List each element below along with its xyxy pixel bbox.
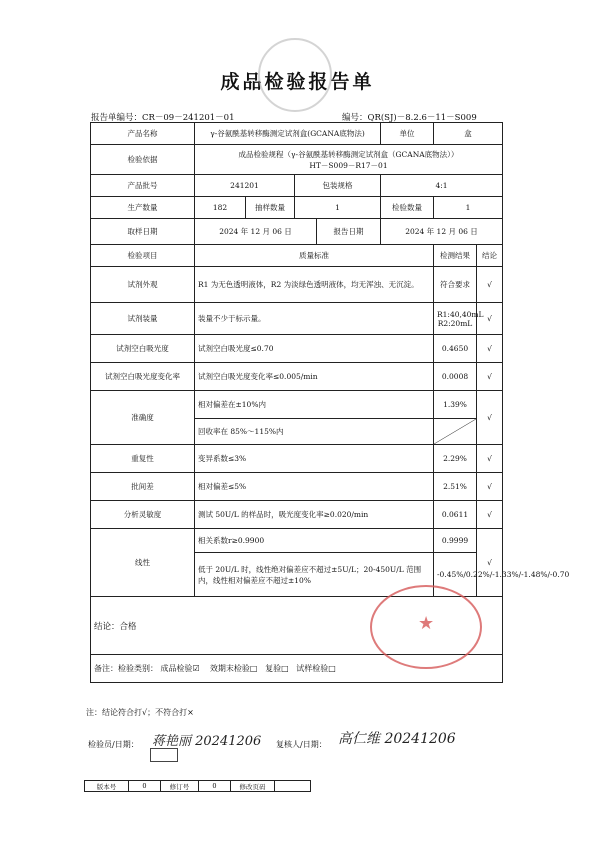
col-conclusion: 结论 — [477, 245, 503, 267]
result-sensitivity: 0.0611 — [434, 501, 477, 529]
basis-line-1: 成品检验规程（γ-谷氨酰基转移酶测定试剂盒（GCANA底物法）） — [238, 149, 459, 159]
inspector-signature: 蒋艳丽 20241206 — [152, 734, 262, 749]
unit-value: 盒 — [434, 123, 503, 145]
qc-stamp-gray — [258, 38, 332, 112]
remark-opt-finished: 成品检验☑ — [160, 664, 200, 673]
product-name-label: 产品名称 — [91, 123, 195, 145]
standard-batch-diff: 相对偏差≤5% — [195, 473, 434, 501]
item-appearance: 试剂外观 — [91, 267, 195, 303]
check-blank-abs: √ — [477, 335, 503, 363]
result-accuracy-2-blank — [434, 419, 477, 445]
revision-table — [84, 780, 311, 792]
rev-value: 0 — [199, 781, 231, 792]
standard-blank-rate: 试剂空白吸光度变化率≤0.005/min — [195, 363, 434, 391]
check-repeat: √ — [477, 445, 503, 473]
standard-repeat: 变异系数≤3% — [195, 445, 434, 473]
remark-opt-sample: 试样检验□ — [296, 664, 336, 673]
result-repeat: 2.29% — [434, 445, 477, 473]
check-appearance: √ — [477, 267, 503, 303]
report-date-label: 报告日期 — [317, 219, 381, 245]
check-batch-diff: √ — [477, 473, 503, 501]
result-batch-diff: 2.51% — [434, 473, 477, 501]
check-blank-rate: √ — [477, 363, 503, 391]
document-title: 成品检验报告单 — [220, 71, 375, 93]
test-qty-label: 检验数量 — [381, 197, 434, 219]
diagonal-slash — [434, 419, 476, 444]
reviewer-label: 复核人/日期： — [276, 740, 327, 749]
check-accuracy: √ — [477, 391, 503, 445]
standard-accuracy-1: 相对偏差在±10%内 — [195, 391, 434, 419]
prod-qty-label: 生产数量 — [91, 197, 195, 219]
standard-linearity-2: 低于 20U/L 时，线性绝对偏差应不超过±5U/L；20-450U/L 范围内，线性相对偏差应不超过±10% — [195, 553, 434, 597]
col-standard: 质量标准 — [195, 245, 434, 267]
result-linearity-2: -0.45%/0.22%/-1.33%/-1.48%/-0.70 — [434, 553, 477, 597]
report-number: 报告单编号：CR－09－241201－01 — [91, 113, 235, 123]
item-sensitivity: 分析灵敏度 — [91, 501, 195, 529]
sample-qty-label: 抽样数量 — [246, 197, 295, 219]
inspector-seal — [150, 748, 178, 762]
result-linearity-1: 0.9999 — [434, 529, 477, 553]
content-value — [275, 781, 311, 792]
result-blank-abs: 0.4650 — [434, 335, 477, 363]
test-qty-value: 1 — [434, 197, 503, 219]
remark-opt-retest: 复验□ — [265, 664, 289, 673]
batch-value: 241201 — [195, 175, 295, 197]
basis-line-2: HT－S009－R17－01 — [309, 160, 388, 170]
spec-label: 包装规格 — [295, 175, 381, 197]
rev-label: 修订号 — [161, 781, 199, 792]
inspector-label: 检验员/日期： — [88, 740, 139, 749]
standard-sensitivity: 测试 50U/L 的样品时，吸光度变化率≥0.020/min — [195, 501, 434, 529]
col-item: 检验项目 — [91, 245, 195, 267]
star-icon: ★ — [418, 613, 435, 634]
standard-linearity-1: 相关系数r≥0.9900 — [195, 529, 434, 553]
result-volume-r1: R1:40,40mL — [437, 309, 484, 319]
item-repeat: 重复性 — [91, 445, 195, 473]
standard-volume: 装量不少于标示量。 — [195, 303, 434, 335]
footnote: 注：结论符合打√；不符合打× — [86, 708, 194, 717]
result-volume-r2: R2:20mL — [437, 318, 473, 328]
reviewer-signature: 高仁维 20241206 — [338, 731, 456, 747]
product-name: γ-谷氨酰基转移酶测定试剂盒(GCANA底物法) — [195, 123, 381, 145]
result-accuracy-1: 1.39% — [434, 391, 477, 419]
basis-value — [195, 145, 503, 175]
basis-label: 检验依据 — [91, 145, 195, 175]
qc-seal-stamp — [370, 585, 482, 669]
sample-date-value: 2024 年 12 月 06 日 — [195, 219, 317, 245]
content-label: 修改页码 — [231, 781, 275, 792]
standard-appearance: R1 为无色透明液体，R2 为淡绿色透明液体，均无浑浊、无沉淀。 — [195, 267, 434, 303]
item-blank-abs: 试剂空白吸光度 — [91, 335, 195, 363]
version-label: 版本号 — [85, 781, 129, 792]
report-date-value: 2024 年 12 月 06 日 — [381, 219, 503, 245]
check-volume: √ — [477, 303, 503, 335]
col-result: 检测结果 — [434, 245, 477, 267]
batch-label: 产品批号 — [91, 175, 195, 197]
result-appearance: 符合要求 — [434, 267, 477, 303]
document-number: 编号：QR(SJ)－8.2.6－11－S009 — [342, 113, 477, 123]
item-volume: 试剂装量 — [91, 303, 195, 335]
result-blank-rate: 0.0008 — [434, 363, 477, 391]
item-blank-rate: 试剂空白吸光度变化率 — [91, 363, 195, 391]
check-sensitivity: √ — [477, 501, 503, 529]
check-linearity: √ — [477, 529, 503, 597]
version-value: 0 — [129, 781, 161, 792]
item-accuracy: 准确度 — [91, 391, 195, 445]
prod-qty-value: 182 — [195, 197, 246, 219]
remark-label: 备注：检验类别： — [94, 664, 158, 673]
conclusion-text: 结论：合格 — [94, 621, 137, 632]
standard-accuracy-2: 回收率在 85%～115%内 — [195, 419, 434, 445]
standard-blank-abs: 试剂空白吸光度≤0.70 — [195, 335, 434, 363]
result-volume — [434, 303, 484, 335]
item-linearity: 线性 — [91, 529, 195, 597]
remark-opt-expiry: 效期末检验□ — [209, 664, 258, 673]
unit-label: 单位 — [381, 123, 434, 145]
spec-value: 4:1 — [381, 175, 503, 197]
item-batch-diff: 批间差 — [91, 473, 195, 501]
sample-qty-value: 1 — [295, 197, 381, 219]
sample-date-label: 取样日期 — [91, 219, 195, 245]
